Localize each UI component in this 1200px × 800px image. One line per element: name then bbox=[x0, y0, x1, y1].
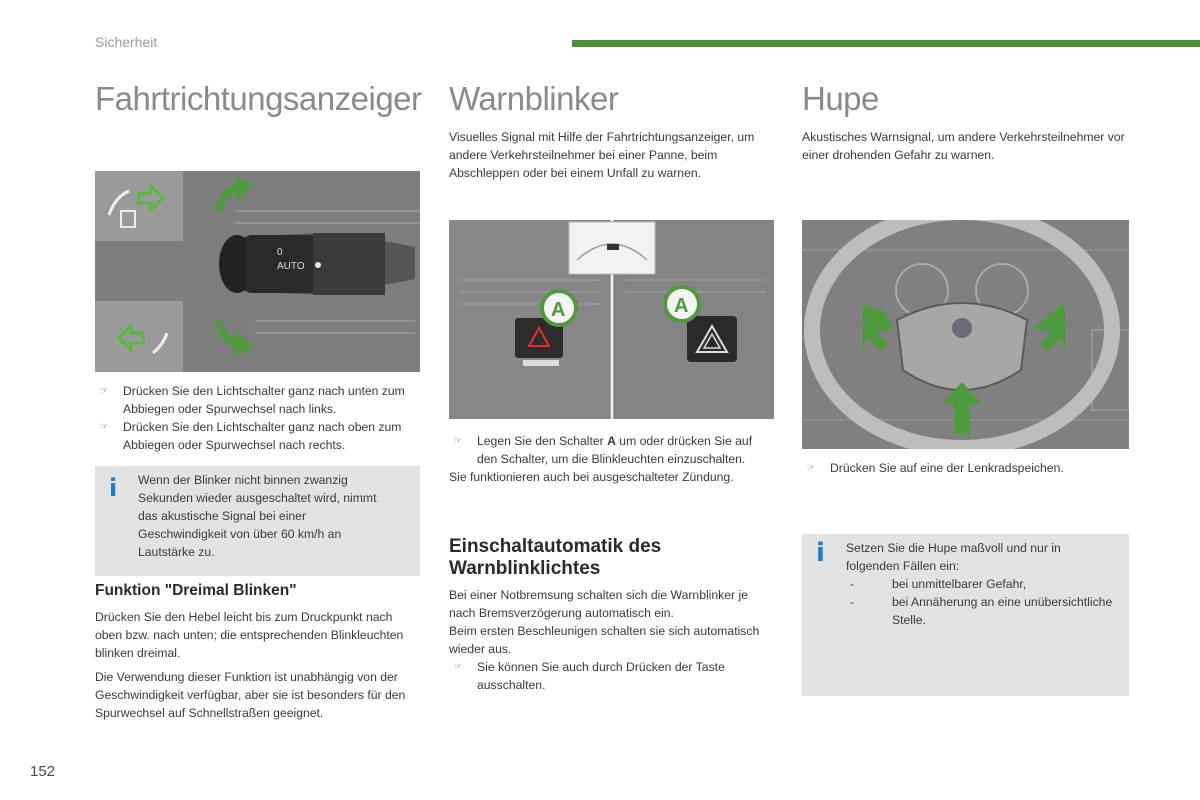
hazard-instructions bbox=[449, 432, 774, 486]
info-text: Wenn der Blinker nicht binnen zwanzig Sekunden wieder ausgeschaltet wird, nimmt das akustische Signal bei einer Geschwindigkeit von über 60 km/h an Lautstärke zu. bbox=[138, 473, 377, 559]
header-accent-bar bbox=[572, 40, 1200, 47]
turn-signal-instructions bbox=[95, 382, 420, 454]
hazard-note: Sie funktionieren auch bei ausgeschalteter Zündung. bbox=[449, 470, 734, 484]
page-number: 152 bbox=[30, 763, 56, 780]
info-icon: i bbox=[816, 538, 825, 568]
list-item: - bei Annäherung an eine unübersichtliche Stelle. bbox=[849, 595, 1113, 627]
turn-signal-title: Fahrtrichtungsanzeiger bbox=[95, 80, 422, 117]
info-box-left bbox=[95, 466, 420, 576]
paragraph: Beim ersten Beschleunigen schalten sie sich automatisch wieder aus. bbox=[449, 624, 760, 656]
hand-pointer-icon: ☞ bbox=[806, 463, 816, 473]
hazard-switch-image bbox=[449, 220, 774, 419]
horn-instructions bbox=[802, 459, 1127, 477]
turn-signal-stalk-image bbox=[95, 171, 420, 372]
triple-flash-heading: Funktion "Dreimal Blinken" bbox=[95, 582, 297, 599]
list-item: - bei unmittelbarer Gefahr, bbox=[849, 577, 1027, 591]
horn-title: Hupe bbox=[802, 80, 879, 117]
list-item: ☞ Drücken Sie den Lichtschalter ganz nach oben zum Abbiegen oder Spurwechsel nach rechts. bbox=[95, 418, 420, 454]
list-item: ☞ Drücken Sie auf eine der Lenkradspeichen. bbox=[802, 459, 1127, 477]
stalk-zero-label: 0 bbox=[277, 247, 283, 258]
label-a: A bbox=[551, 299, 566, 321]
list-item: ☞ Sie können Sie auch durch Drücken der Taste ausschalten. bbox=[449, 658, 774, 694]
hand-pointer-icon: ☞ bbox=[453, 662, 463, 672]
section-label: Sicherheit bbox=[95, 34, 158, 50]
auto-hazard-heading: Einschaltautomatik des Warnblinklichtes bbox=[449, 536, 662, 579]
hazard-lights-title: Warnblinker bbox=[449, 80, 619, 117]
hand-pointer-icon: ☞ bbox=[99, 422, 109, 432]
info-box-right bbox=[802, 534, 1129, 696]
hand-pointer-icon: ☞ bbox=[99, 386, 109, 396]
info-icon: i bbox=[109, 474, 118, 502]
paragraph: Bei einer Notbremsung schalten sich die Warnblinker je nach Bremsverzögerung automatisch ein. bbox=[449, 588, 748, 620]
paragraph: Die Verwendung dieser Funktion ist unabhängig von der Geschwindigkeit verfügbar, aber sie ist besonders für den Spurwechsel auf Schnellstraßen geeignet. bbox=[95, 670, 406, 720]
hazard-intro: Visuelles Signal mit Hilfe der Fahrtrichtungsanzeiger, um andere Verkehrsteilnehmer bei einer Panne, beim Abschleppen oder bei einem Unfall zu warnen. bbox=[449, 130, 755, 180]
paragraph: Drücken Sie den Hebel leicht bis zum Druckpunkt nach oben bzw. nach unten; die entsprechenden Blinkleuchten blinken dreimal. bbox=[95, 610, 404, 660]
hand-pointer-icon: ☞ bbox=[453, 436, 463, 446]
label-a: A bbox=[674, 295, 689, 317]
list-item: ☞ Drücken Sie den Lichtschalter ganz nach unten zum Abbiegen oder Spurwechsel nach links. bbox=[95, 382, 420, 418]
steering-wheel-image bbox=[802, 220, 1129, 449]
list-item: ☞ Legen Sie den Schalter A um oder drücken Sie auf den Schalter, um die Blinkleuchten einzuschalten. bbox=[449, 432, 774, 468]
info-text: Setzen Sie die Hupe maßvoll und nur in folgenden Fällen ein: - bei unmittelbarer Gefahr, - bei Annäherung an eine unübersichtliche Stelle. bbox=[846, 539, 1116, 629]
horn-intro: Akustisches Warnsignal, um andere Verkehrsteilnehmer vor einer drohenden Gefahr zu warnen. bbox=[802, 130, 1125, 162]
auto-hazard-body bbox=[449, 586, 774, 694]
triple-flash-body bbox=[95, 608, 420, 722]
stalk-auto-label: AUTO bbox=[277, 261, 305, 272]
